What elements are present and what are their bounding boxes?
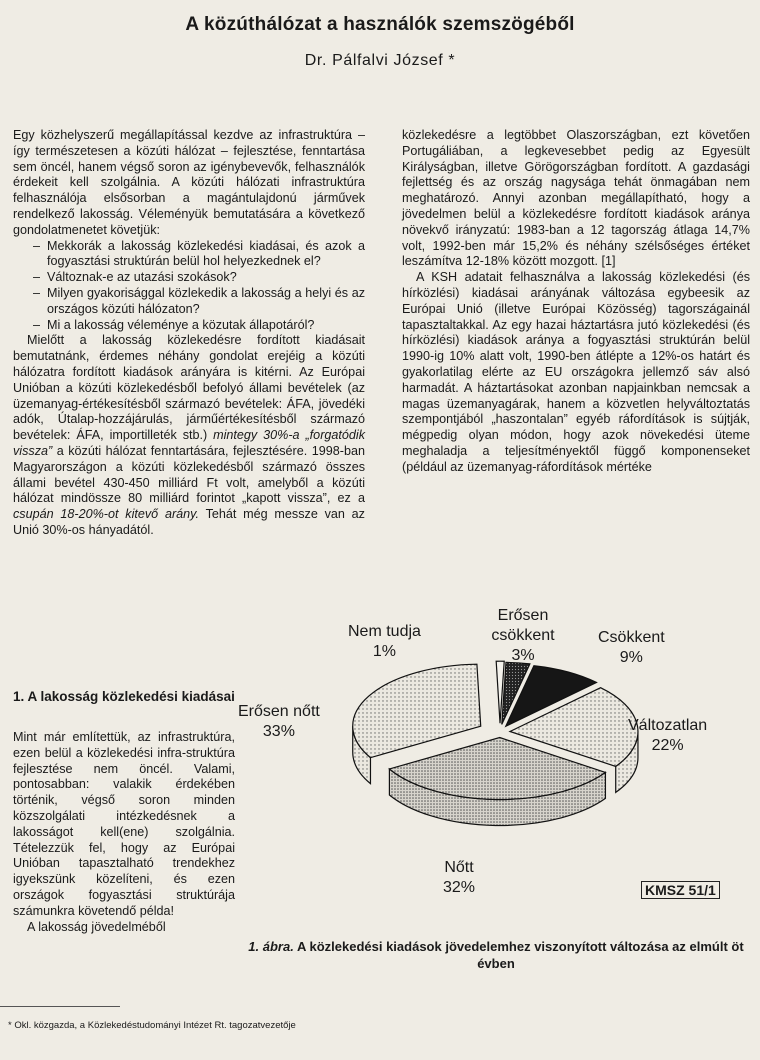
slice-pct: 33% — [262, 723, 295, 740]
eu-text-b: a közúti hálózat fenntartására, fejlesztésére. 1998-ban Magyarországon a közúti közlekedésből származó összes állami bevétel 430-450 milliárd Ft volt, amelyből a közúti hálózat mindössze 80 milliárd forintot „kapott vissza”, ez a — [13, 443, 365, 506]
slice-name: Csökkent — [598, 629, 665, 646]
slice-pct: 22% — [651, 737, 684, 754]
right-column — [402, 128, 750, 476]
question-item: – Milyen gyakorisággal közlekedik a lakosság a helyi és az országos közúti hálózaton? — [13, 286, 365, 318]
footnote-rule — [0, 1006, 120, 1007]
section-paragraph-2: A lakosság jövedelméből — [27, 919, 166, 934]
slice-pct: 1% — [372, 643, 397, 660]
left-column — [13, 128, 365, 539]
article-author: Dr. Pálfalvi József * — [304, 52, 456, 69]
slice-name: Változatlan — [628, 717, 708, 734]
eu-text-italic: mintegy 30%-a „forgatódik vissza” — [13, 428, 365, 458]
slice-label-erosen-csokkent — [478, 606, 568, 666]
question-list — [13, 239, 365, 334]
question-item: – Változnak-e az utazási szokások? — [13, 270, 365, 286]
question-item: – Mi a lakosság véleménye a közutak állapotáról? — [13, 318, 365, 334]
slice-name: Nem tudja — [348, 623, 421, 640]
slice-label-erosen-nott — [238, 702, 320, 742]
slice-label-valtozatlan — [628, 716, 707, 756]
question-item: – Mekkorák a lakosság közlekedési kiadásai, és azok a fogyasztási struktúrán belül hol helyezkednek el? — [13, 239, 365, 271]
right-paragraph-1: közlekedésre a legtöbbet Olaszországban, ezt követően Portugáliában, a legkevesebbet pedig az Egyesült Királyságban, illetve Görögországban fordított. A gazdasági fejlettség és az ország nagysága tehát önmagában nem meghatározó. Annyi azonban megállapítható, hogy a jövedelmen belül a közlekedésre fordított kiadások aránya növekvő irányzatú: 1983-ban a 12 tagország átlaga 14,7% volt, 1992-ben már 15,2% és néhány szélsőséges értéket leszámítva 12-18% között mozgott. [1] — [402, 128, 750, 269]
footnote: * Okl. közgazda, a Közlekedéstudományi Intézet Rt. tagozatvezetője — [8, 1020, 296, 1031]
slice-pct: 32% — [443, 879, 476, 896]
slice-label-csokkent — [598, 628, 665, 668]
eu-text-c: Tehát még messze van az Unió 30%-os hányadától. — [13, 507, 365, 537]
slice-label-nott — [443, 858, 475, 898]
eu-text-a: Mielőtt a lakosság közlekedésre fordított kiadásait bemutatnánk, érdemes néhány gondolat erejéig a közúti hálózatra fordított kiadások arányára is kitérni. Az Európai Unióban a közúti közlekedésből befolyó állami bevételek (az üzemanyag-értékesítésből származó bevételek: ÁFA, jövedéki adók, Útalap-hozzájárulás, járműértékesítésből származó bevételek: ÁFA, importilleték stb.) — [13, 333, 365, 443]
right-paragraph-2: A KSH adatait felhasználva a lakosság közlekedési (és hírközlési) kiadásai arányának változása egybeesik az Európai Unió (illetve Európai Közösség) tagországainál tapasztaltakkal. Az egy hazai háztartásra jutó közlekedési (és hírközlési) kiadások aránya a fogyasztási struktúrán belül 1990-ig 10% alatt volt, 1990-ben átlépte a 12%-os határt és gyakorlatilag elérte az EU országokra jellemző sáv alsó harmadát. A háztartásokat azonban napjainkban nemcsak a magas üzemanyagárak, hanem a közvetlen helyváltoztatás szempontjából „haszontalan” egyéb ráfordítások is sújtják, mégpedig olyan módon, hogy azok növekedési üteme meghaladja a teljesítményektől függő komponenseket (például az üzemanyag-ráfordítások mértéke — [402, 270, 750, 474]
section-text — [13, 730, 235, 935]
figure-tag: KMSZ 51/1 — [641, 881, 720, 899]
article-title: A közúthálózat a használók szemszögéből — [185, 14, 575, 35]
caption-number: 1. ábra. — [248, 939, 294, 954]
section-heading: 1. A lakosság közlekedési kiadásai — [13, 689, 235, 704]
slice-label-nem-tudja — [348, 622, 421, 662]
slice-name: Erősen csökkent — [491, 607, 555, 644]
eu-revenue-paragraph — [13, 333, 365, 538]
pie-slice — [353, 664, 481, 757]
eu-text-italic2: csupán 18-20%-ot kitevő arány. — [13, 507, 200, 522]
intro-paragraph: Egy közhelyszerű megállapítással kezdve az infrastruktúra – így természetesen a közúti hálózat – fejlesztése, fenntartása sem öncél, hanem végső soron az igénybevevők, felhasználók érdekeit kell szolgálnia. A közúti hálózati infrastruktúra felhasználója elsősorban a magántulajdonú járművek rendelkező lakosság. Véleményük bemutatására a következő gondolatmenetet követjük: — [13, 128, 365, 237]
caption-text: A közlekedési kiadások jövedelemhez viszonyított változása az elmúlt öt évben — [293, 939, 744, 971]
slice-name: Erősen nőtt — [238, 703, 320, 720]
slice-pct: 9% — [619, 649, 643, 666]
slice-pct: 3% — [511, 647, 535, 664]
section-paragraph: Mint már említettük, az infrastruktúra, ezen belül a közlekedési infra-struktúra fejlesztése nem öncél. Valami, pontosabban: valakik érdekében történik, végső soron minden közszolgálati intézkedésnek a lakosságot kell(ene) szolgálnia. Tételezzük fel, hogy az Európai Unióban tapasztalható trendekhez igyekszünk közelíteni, és ezen országok fogyasztási struktúrája számunkra követendő példa! — [13, 730, 235, 918]
figure-caption — [246, 938, 746, 972]
slice-name: Nőtt — [444, 859, 474, 876]
